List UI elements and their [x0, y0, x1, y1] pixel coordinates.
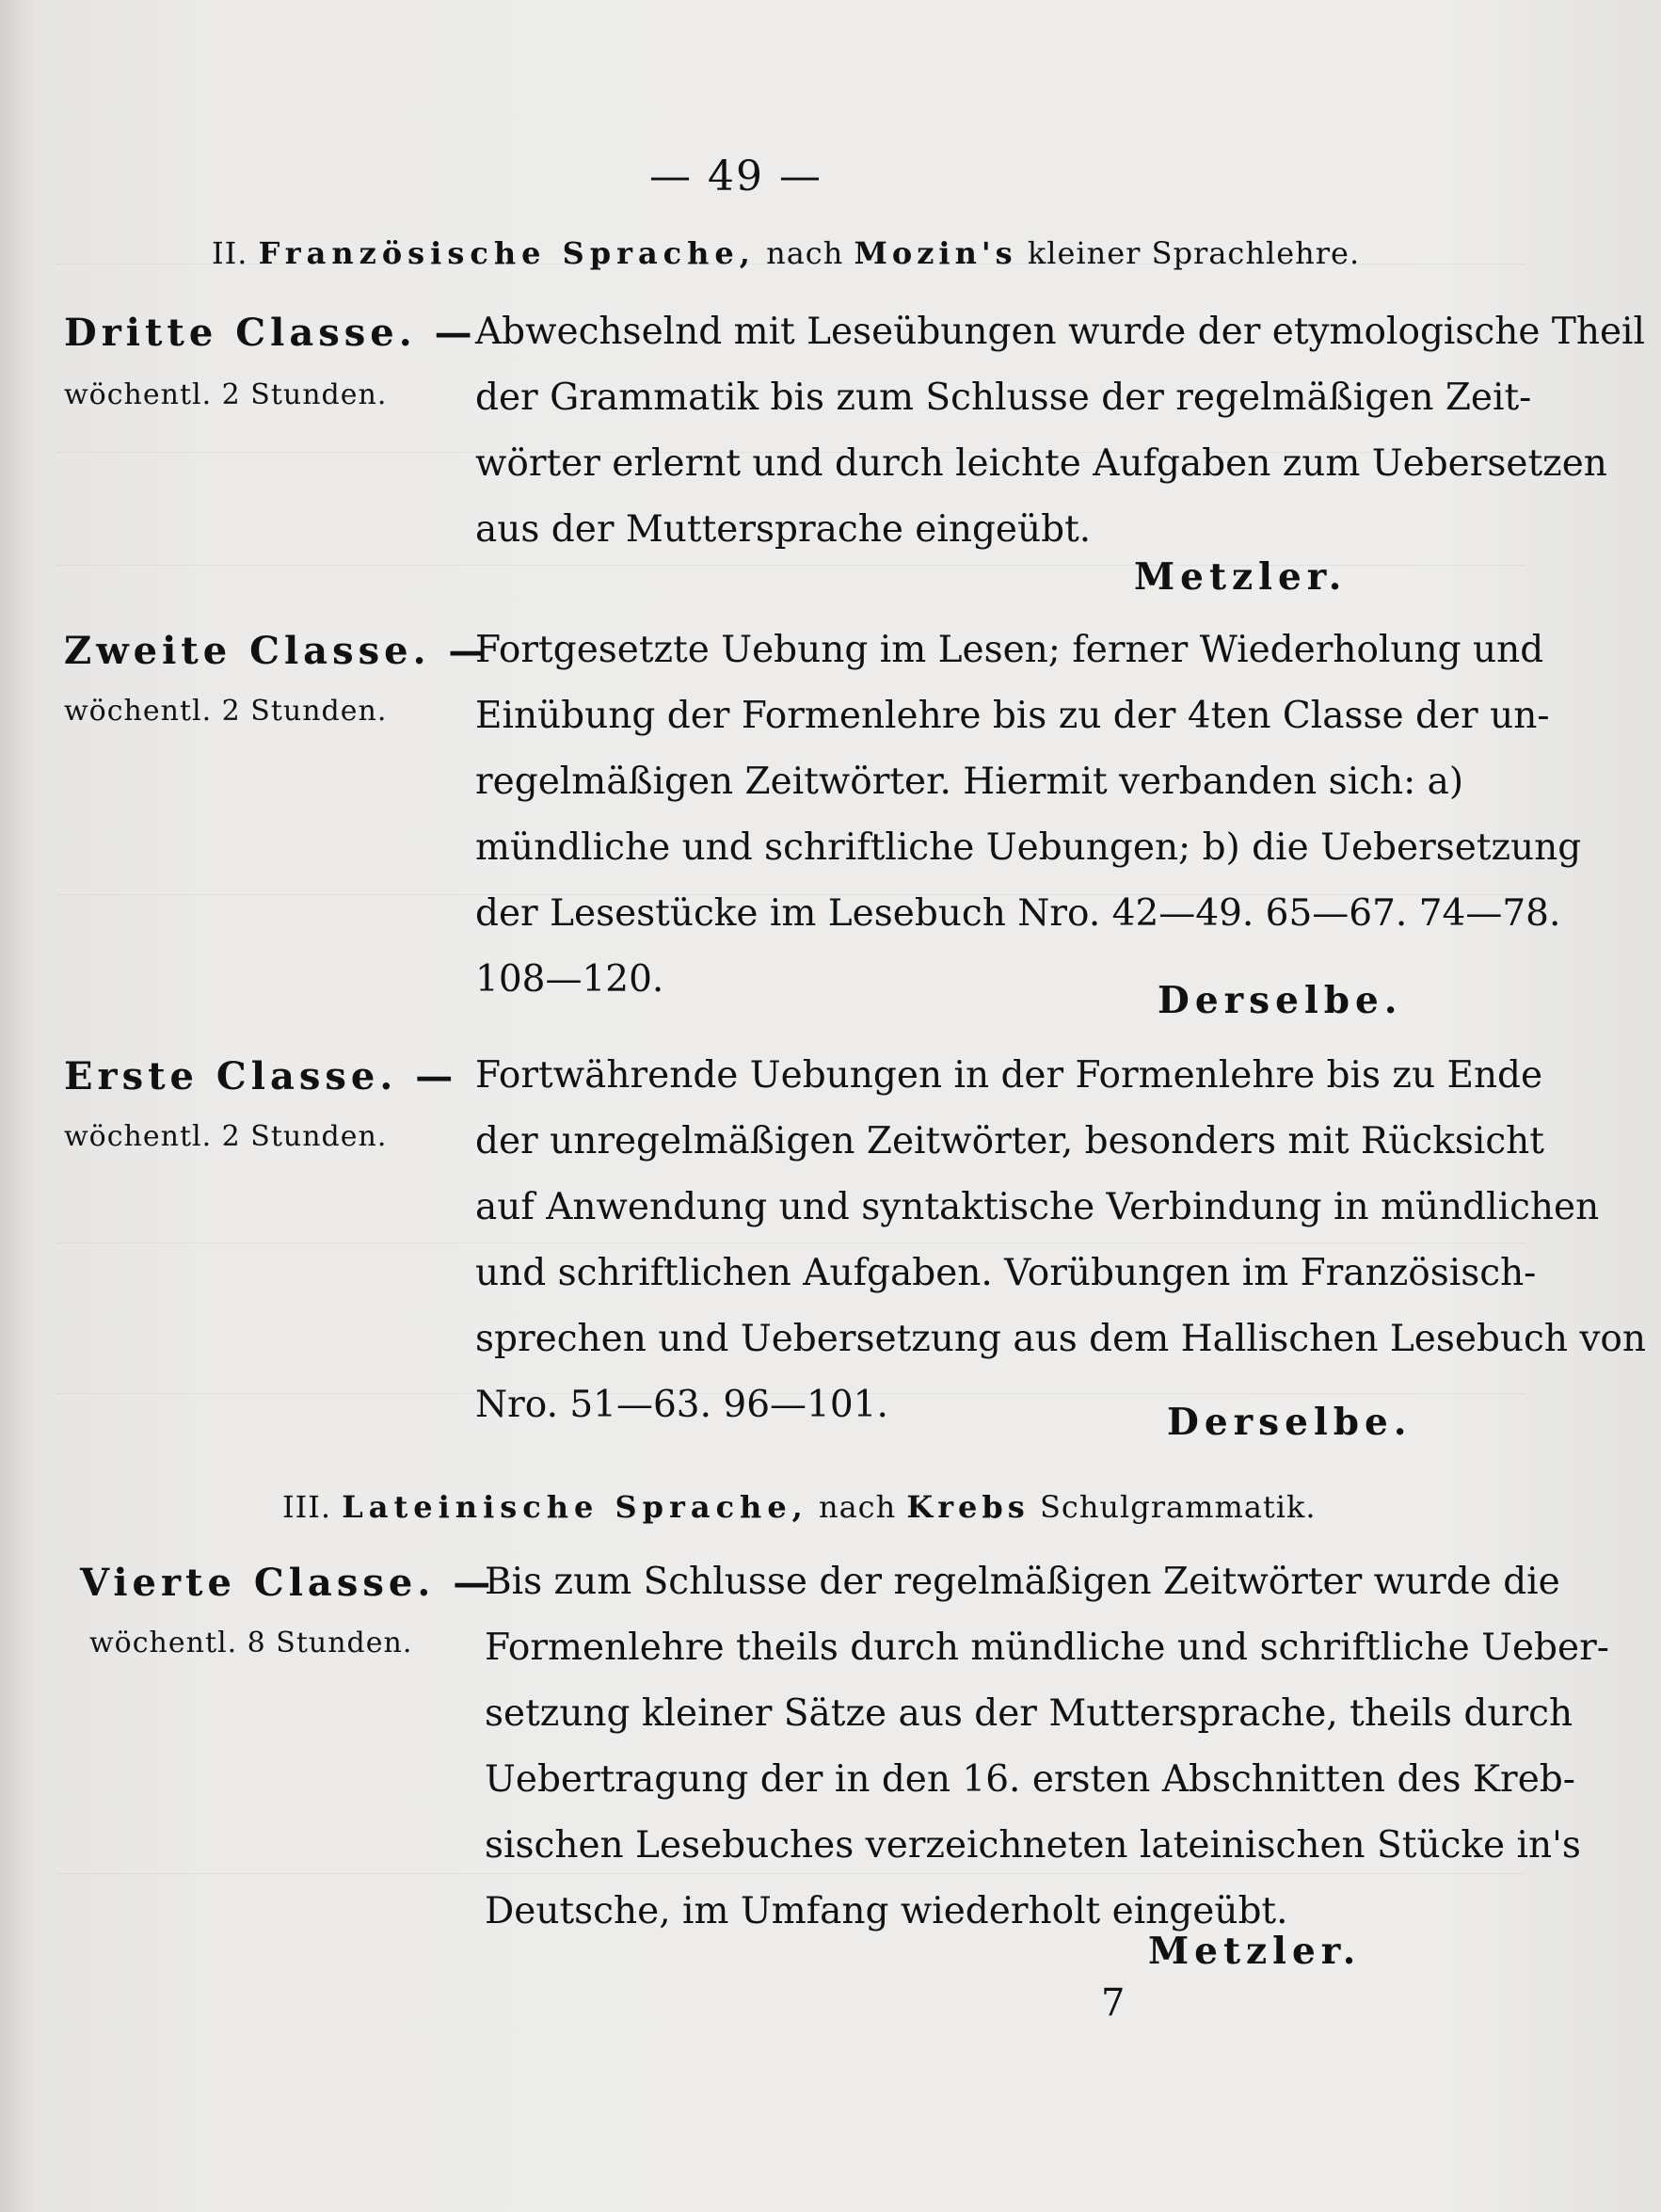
section-connector: nach: [818, 1489, 897, 1525]
text-line: Formenlehre theils durch mündliche und schriftliche Ueber-: [485, 1627, 1609, 1669]
text-line: Uebertragung der in den 16. ersten Abschnitten des Kreb-: [485, 1758, 1575, 1801]
text-line: Fortgesetzte Uebung im Lesen; ferner Wiederholung und: [475, 629, 1544, 671]
section-subject: Lateinische Sprache,: [342, 1489, 808, 1525]
text-line: und schriftlichen Aufgaben. Vorübungen im Französisch-: [475, 1252, 1537, 1294]
section-textbook: Schulgrammatik.: [1039, 1489, 1317, 1525]
entry-text-erste: [475, 1043, 1647, 1438]
section-textbook: kleiner Sprachlehre.: [1027, 235, 1361, 271]
section-numeral: II.: [212, 235, 248, 271]
text-line: regelmäßigen Zeitwörter. Hiermit verbanden sich: a): [475, 761, 1464, 803]
section-author: Krebs: [906, 1489, 1030, 1525]
text-line: 108—120.: [475, 958, 664, 1001]
signature-zweite: Derselbe.: [1158, 979, 1403, 1022]
class-label-zweite: Zweite Classe. —: [64, 629, 491, 673]
entry-text-dritte: [475, 299, 1645, 563]
text-line: sprechen und Uebersetzung aus dem Hallischen Lesebuch von: [475, 1318, 1647, 1360]
section-author: Mozin's: [854, 235, 1017, 271]
text-line: der unregelmäßigen Zeitwörter, besonders mit Rücksicht: [475, 1120, 1544, 1162]
signature-erste: Derselbe.: [1167, 1401, 1413, 1444]
entry-text-zweite: [475, 617, 1582, 1013]
text-line: Einübung der Formenlehre bis zu der 4ten Classe der un-: [475, 695, 1550, 737]
text-line: mündliche und schriftliche Uebungen; b) die Uebersetzung: [475, 826, 1582, 869]
text-line: sischen Lesebuches verzeichneten lateinischen Stücke in's: [485, 1824, 1581, 1867]
section-numeral: III.: [282, 1489, 332, 1525]
signature-dritte: Metzler.: [1134, 555, 1348, 599]
text-line: Deutsche, im Umfang wiederholt eingeübt.: [485, 1890, 1288, 1932]
class-label-erste: Erste Classe. —: [64, 1054, 458, 1098]
text-line: der Lesestücke im Lesebuch Nro. 42—49. 65—67. 74—78.: [475, 892, 1561, 935]
section-heading-latin: [282, 1489, 1317, 1525]
text-line: Fortwährende Uebungen in der Formenlehre bis zu Ende: [475, 1054, 1543, 1097]
sheet-signature-number: 7: [1101, 1981, 1126, 2025]
entry-text-vierte: [485, 1549, 1609, 1945]
text-line: auf Anwendung und syntaktische Verbindung in mündlichen: [475, 1186, 1600, 1228]
text-line: setzung kleiner Sätze aus der Muttersprache, theils durch: [485, 1692, 1573, 1735]
text-line: Abwechselnd mit Leseübungen wurde der etymologische Theil: [475, 311, 1645, 353]
class-label-dritte: Dritte Classe. —: [64, 311, 477, 355]
text-line: Nro. 51—63. 96—101.: [475, 1384, 888, 1426]
text-line: wörter erlernt und durch leichte Aufgaben zum Uebersetzen: [475, 442, 1607, 485]
text-line: aus der Muttersprache eingeübt.: [475, 508, 1092, 551]
class-label-vierte: Vierte Classe. —: [80, 1561, 496, 1605]
section-subject: Französische Sprache,: [258, 235, 756, 271]
hours-vierte: wöchentl. 8 Stunden.: [89, 1627, 413, 1659]
hours-erste: wöchentl. 2 Stunden.: [64, 1120, 388, 1153]
section-connector: nach: [766, 235, 844, 271]
text-line: der Grammatik bis zum Schlusse der regelmäßigen Zeit-: [475, 377, 1532, 419]
hours-zweite: wöchentl. 2 Stunden.: [64, 695, 388, 728]
text-line: Bis zum Schlusse der regelmäßigen Zeitwörter wurde die: [485, 1561, 1560, 1603]
hours-dritte: wöchentl. 2 Stunden.: [64, 378, 388, 411]
section-heading-french: [212, 235, 1360, 271]
signature-vierte: Metzler.: [1148, 1930, 1362, 1973]
page-number: — 49 —: [649, 152, 823, 200]
